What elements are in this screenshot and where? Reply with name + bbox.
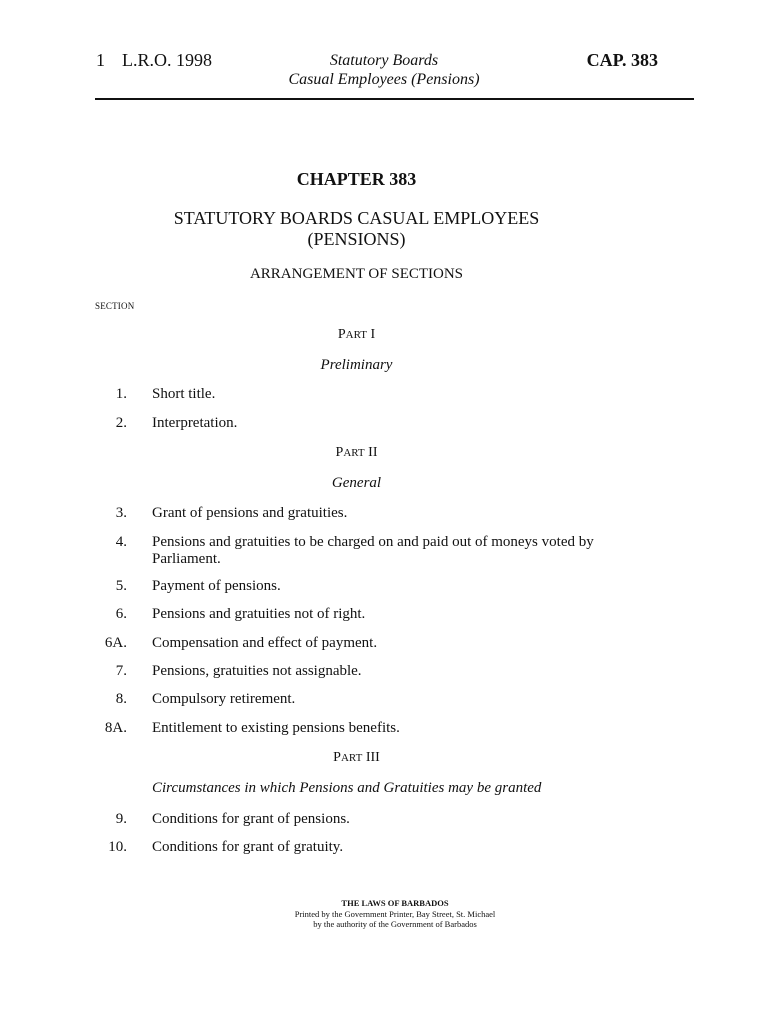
part-heading-initial: P [335,445,344,460]
running-title-line-2: Casual Employees (Pensions) [288,71,480,88]
part-heading-numeral: III [365,750,380,765]
section-number: 6. [115,606,127,622]
section-title: Conditions for grant of gratuity. [152,839,344,855]
chapter-heading: CHAPTER 383 [296,169,417,189]
footer-printer: Printed by the Government Printer, Bay Street, St. Michael [294,908,496,919]
part-subtitle: General [331,475,382,491]
section-number: 3. [115,505,127,521]
section-column-label: SECTION [95,301,135,311]
part-heading [95,750,618,766]
page-footer [200,898,590,930]
part-heading [95,327,618,343]
section-number: 4. [115,534,127,550]
arrangement-heading: ARRANGEMENT OF SECTIONS [249,266,464,282]
section-number: 1. [115,386,127,402]
section-number: 5. [115,578,127,594]
section-title: Compensation and effect of payment. [152,635,378,651]
section-number: 8A. [104,720,127,736]
section-title: Grant of pensions and gratuities. [152,505,348,521]
part-subtitle: Circumstances in which Pensions and Gratuities may be granted [152,780,542,796]
footer-title: THE LAWS OF BARBADOS [341,898,449,908]
section-title: Payment of pensions. [152,578,281,594]
part-heading-numeral: II [368,445,378,460]
section-number: 2. [115,415,127,431]
section-title: Compulsory retirement. [152,691,296,707]
section-number: 6A. [104,635,127,651]
section-title: Entitlement to existing pensions benefits. [152,720,400,736]
cap-number: CAP. 383 [586,50,658,70]
section-number: 7. [115,663,127,679]
header-rule [95,98,694,100]
section-title: Interpretation. [152,415,238,431]
part-heading-initial: P [337,327,346,342]
act-title-line-2: (PENSIONS) [307,229,406,249]
footer-authority: by the authority of the Government of Barbados [313,919,477,929]
section-title: Conditions for grant of pensions. [152,811,350,827]
part-heading-rest: ART [343,447,365,459]
part-heading [95,445,618,461]
section-title: Short title. [152,386,216,402]
section-title: Pensions, gratuities not assignable. [152,663,362,679]
section-title: Pensions and gratuities not of right. [152,606,366,622]
part-heading-initial: P [333,750,341,765]
part-heading-rest: ART [340,752,363,764]
part-subtitle: Preliminary [320,357,393,373]
running-title-line-1: Statutory Boards [329,52,439,69]
section-title: Pensions and gratuities to be charged on and paid out of moneys voted by Parliament. [152,534,594,567]
act-title-line-1: STATUTORY BOARDS CASUAL EMPLOYEES [173,208,540,228]
page-number: 1 [96,50,105,70]
section-number: 10. [108,839,127,855]
act-title [95,208,618,250]
section-number: 9. [115,811,127,827]
section-number: 8. [115,691,127,707]
running-header-title [232,51,536,89]
part-heading-rest: ART [345,329,367,341]
part-heading-numeral: I [370,327,376,342]
edition-label: L.R.O. 1998 [122,50,212,70]
running-header-left [96,50,212,71]
